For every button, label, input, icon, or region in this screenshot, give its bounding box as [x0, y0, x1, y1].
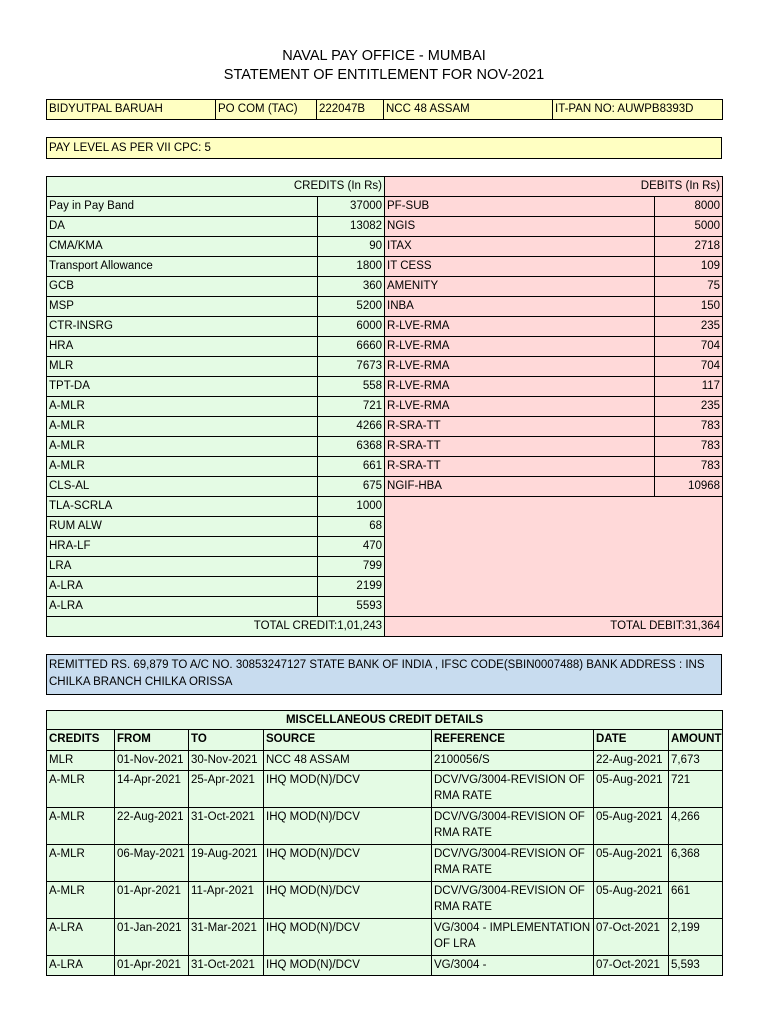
statement-row	[47, 437, 723, 457]
statement-row	[47, 317, 723, 337]
statement-row	[47, 497, 723, 517]
statement-row	[47, 257, 723, 277]
debit-label: R-SRA-TT	[385, 417, 655, 437]
credit-label: HRA-LF	[47, 537, 318, 557]
statement-row	[47, 297, 723, 317]
debit-label: INBA	[385, 297, 655, 317]
misc-cell: 05-Aug-2021	[594, 845, 669, 882]
debit-label: IT CESS	[385, 257, 655, 277]
credit-label: A-MLR	[47, 397, 318, 417]
credit-amount: 661	[318, 457, 385, 477]
credit-label: A-LRA	[47, 597, 318, 617]
pay-level: PAY LEVEL AS PER VII CPC: 5	[46, 137, 722, 159]
debit-label: R-LVE-RMA	[385, 397, 655, 417]
credit-label: CMA/KMA	[47, 237, 318, 257]
misc-cell: 01-Apr-2021	[115, 956, 189, 976]
credit-amount: 360	[318, 277, 385, 297]
credit-label: LRA	[47, 557, 318, 577]
misc-cell: 22-Aug-2021	[115, 808, 189, 845]
debit-amount: 8000	[655, 197, 723, 217]
credit-amount: 2199	[318, 577, 385, 597]
member-rank: PO COM (TAC)	[216, 100, 317, 120]
credit-amount: 470	[318, 537, 385, 557]
misc-header-cell: DATE	[594, 730, 669, 751]
misc-cell: IHQ MOD(N)/DCV	[264, 882, 432, 919]
credits-header: CREDITS (In Rs)	[47, 177, 385, 197]
credit-amount: 799	[318, 557, 385, 577]
misc-cell: DCV/VG/3004-REVISION OF RMA RATE	[432, 882, 594, 919]
misc-cell: IHQ MOD(N)/DCV	[264, 919, 432, 956]
credit-amount: 675	[318, 477, 385, 497]
statement-row	[47, 197, 723, 217]
misc-cell: 31-Mar-2021	[189, 919, 264, 956]
misc-cell: DCV/VG/3004-REVISION OF RMA RATE	[432, 845, 594, 882]
debit-amount: 10968	[655, 477, 723, 497]
misc-cell: 11-Apr-2021	[189, 882, 264, 919]
debit-amount: 150	[655, 297, 723, 317]
misc-cell: IHQ MOD(N)/DCV	[264, 808, 432, 845]
misc-cell: 22-Aug-2021	[594, 751, 669, 771]
credit-label: HRA	[47, 337, 318, 357]
credit-label: DA	[47, 217, 318, 237]
misc-cell: DCV/VG/3004-REVISION OF RMA RATE	[432, 808, 594, 845]
credit-label: A-MLR	[47, 437, 318, 457]
debit-label: PF-SUB	[385, 197, 655, 217]
member-pan: IT-PAN NO: AUWPB8393D	[553, 100, 723, 120]
credit-amount: 1000	[318, 497, 385, 517]
debit-amount: 235	[655, 317, 723, 337]
credit-label: TPT-DA	[47, 377, 318, 397]
statement-row	[47, 457, 723, 477]
misc-cell: IHQ MOD(N)/DCV	[264, 845, 432, 882]
misc-cell: 661	[669, 882, 723, 919]
misc-cell: 07-Oct-2021	[594, 919, 669, 956]
credit-label: CTR-INSRG	[47, 317, 318, 337]
misc-cell: 05-Aug-2021	[594, 771, 669, 808]
credit-label: Transport Allowance	[47, 257, 318, 277]
credit-amount: 6000	[318, 317, 385, 337]
misc-cell: 01-Nov-2021	[115, 751, 189, 771]
debit-amount: 5000	[655, 217, 723, 237]
misc-cell: 31-Oct-2021	[189, 808, 264, 845]
credit-label: RUM ALW	[47, 517, 318, 537]
misc-cell: 5,593	[669, 956, 723, 976]
statement-row	[47, 417, 723, 437]
debit-amount: 235	[655, 397, 723, 417]
misc-cell: MLR	[47, 751, 115, 771]
misc-cell: IHQ MOD(N)/DCV	[264, 956, 432, 976]
credit-amount: 4266	[318, 417, 385, 437]
statement-title: STATEMENT OF ENTITLEMENT FOR NOV-2021	[223, 67, 545, 83]
member-number: 222047B	[317, 100, 384, 120]
debit-amount: 704	[655, 337, 723, 357]
misc-row	[47, 919, 723, 956]
credit-amount: 6368	[318, 437, 385, 457]
credit-label: A-LRA	[47, 577, 318, 597]
credit-label: Pay in Pay Band	[47, 197, 318, 217]
credits-debits-table	[46, 176, 723, 637]
misc-cell: A-MLR	[47, 882, 115, 919]
statement-row	[47, 477, 723, 497]
misc-cell: IHQ MOD(N)/DCV	[264, 771, 432, 808]
misc-cell: 31-Oct-2021	[189, 956, 264, 976]
credit-amount: 558	[318, 377, 385, 397]
debit-amount: 783	[655, 457, 723, 477]
credit-amount: 37000	[318, 197, 385, 217]
misc-cell: 4,266	[669, 808, 723, 845]
misc-cell: VG/3004 -	[432, 956, 594, 976]
misc-cell: 01-Apr-2021	[115, 882, 189, 919]
debit-label: NGIS	[385, 217, 655, 237]
misc-cell: A-MLR	[47, 808, 115, 845]
misc-row	[47, 845, 723, 882]
misc-row	[47, 808, 723, 845]
credit-label: MLR	[47, 357, 318, 377]
debits-header: DEBITS (In Rs)	[385, 177, 723, 197]
statement-row	[47, 277, 723, 297]
credit-label: MSP	[47, 297, 318, 317]
misc-cell: 721	[669, 771, 723, 808]
statement-row	[47, 357, 723, 377]
misc-cell: 2,199	[669, 919, 723, 956]
remittance-note: REMITTED RS. 69,879 TO A/C NO. 30853247127 STATE BANK OF INDIA , IFSC CODE(SBIN0007488) BANK ADDRESS : INS CHILKA BRANCH CHILKA ORISSA	[46, 654, 722, 695]
misc-credit-table	[46, 710, 723, 976]
debit-label: R-LVE-RMA	[385, 377, 655, 397]
misc-row	[47, 956, 723, 976]
personal-info-table	[46, 99, 723, 120]
misc-cell: 6,368	[669, 845, 723, 882]
misc-cell: A-LRA	[47, 919, 115, 956]
credit-amount: 5593	[318, 597, 385, 617]
debit-amount: 704	[655, 357, 723, 377]
misc-cell: 19-Aug-2021	[189, 845, 264, 882]
credit-amount: 6660	[318, 337, 385, 357]
statement-row	[47, 337, 723, 357]
debit-label: ITAX	[385, 237, 655, 257]
statement-row	[47, 237, 723, 257]
misc-cell: 06-May-2021	[115, 845, 189, 882]
misc-row	[47, 771, 723, 808]
member-unit: NCC 48 ASSAM	[384, 100, 553, 120]
credit-amount: 90	[318, 237, 385, 257]
credit-label: TLA-SCRLA	[47, 497, 318, 517]
credit-label: A-MLR	[47, 457, 318, 477]
total-debit: TOTAL DEBIT:31,364	[385, 617, 723, 637]
credit-amount: 5200	[318, 297, 385, 317]
debit-label: AMENITY	[385, 277, 655, 297]
misc-cell: 01-Jan-2021	[115, 919, 189, 956]
member-name: BIDYUTPAL BARUAH	[47, 100, 216, 120]
misc-cell: A-LRA	[47, 956, 115, 976]
debit-label: R-LVE-RMA	[385, 357, 655, 377]
misc-cell: VG/3004 - IMPLEMENTATION OF LRA	[432, 919, 594, 956]
misc-header-cell: FROM	[115, 730, 189, 751]
debit-amount: 783	[655, 437, 723, 457]
credit-amount: 721	[318, 397, 385, 417]
misc-header-cell: AMOUNT	[669, 730, 723, 751]
misc-header-cell: TO	[189, 730, 264, 751]
misc-cell: 7,673	[669, 751, 723, 771]
debit-amount: 75	[655, 277, 723, 297]
debit-label: R-LVE-RMA	[385, 337, 655, 357]
credit-amount: 68	[318, 517, 385, 537]
total-credit: TOTAL CREDIT:1,01,243	[47, 617, 385, 637]
credit-amount: 13082	[318, 217, 385, 237]
misc-cell: 05-Aug-2021	[594, 882, 669, 919]
misc-cell: DCV/VG/3004-REVISION OF RMA RATE	[432, 771, 594, 808]
misc-cell: 14-Apr-2021	[115, 771, 189, 808]
debit-amount: 783	[655, 417, 723, 437]
credit-label: GCB	[47, 277, 318, 297]
misc-row	[47, 882, 723, 919]
misc-caption: MISCELLANEOUS CREDIT DETAILS	[47, 711, 723, 730]
misc-row	[47, 751, 723, 771]
misc-cell: 30-Nov-2021	[189, 751, 264, 771]
misc-cell: NCC 48 ASSAM	[264, 751, 432, 771]
debit-label: R-SRA-TT	[385, 457, 655, 477]
misc-cell: 25-Apr-2021	[189, 771, 264, 808]
misc-cell: 05-Aug-2021	[594, 808, 669, 845]
office-title: NAVAL PAY OFFICE - MUMBAI	[282, 48, 486, 64]
misc-header-cell: REFERENCE	[432, 730, 594, 751]
debit-amount: 117	[655, 377, 723, 397]
debit-label: R-LVE-RMA	[385, 317, 655, 337]
debit-label: R-SRA-TT	[385, 437, 655, 457]
credit-amount: 7673	[318, 357, 385, 377]
credit-amount: 1800	[318, 257, 385, 277]
misc-header-cell: SOURCE	[264, 730, 432, 751]
statement-row	[47, 217, 723, 237]
debit-amount: 2718	[655, 237, 723, 257]
misc-header-cell: CREDITS	[47, 730, 115, 751]
misc-cell: A-MLR	[47, 845, 115, 882]
misc-cell: 2100056/S	[432, 751, 594, 771]
credit-label: CLS-AL	[47, 477, 318, 497]
debit-label: NGIF-HBA	[385, 477, 655, 497]
misc-cell: 07-Oct-2021	[594, 956, 669, 976]
debit-amount: 109	[655, 257, 723, 277]
statement-row	[47, 397, 723, 417]
empty-debit-area	[385, 497, 723, 617]
statement-row	[47, 377, 723, 397]
credit-label: A-MLR	[47, 417, 318, 437]
misc-cell: A-MLR	[47, 771, 115, 808]
